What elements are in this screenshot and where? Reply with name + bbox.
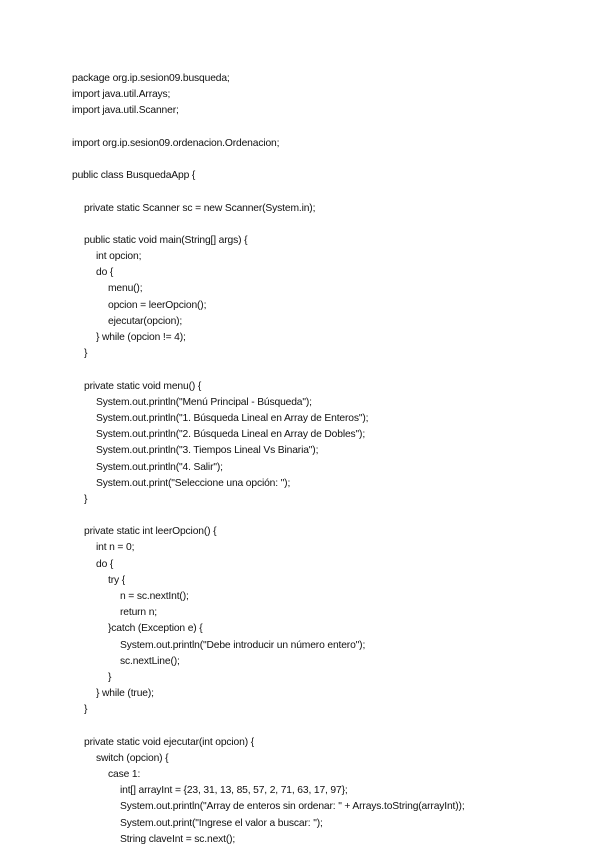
code-line: import java.util.Scanner;	[72, 105, 179, 117]
code-line: int n = 0;	[96, 542, 135, 554]
code-line: sc.nextLine();	[120, 655, 180, 667]
code-line: public static void main(String[] args) {	[84, 234, 248, 246]
blank-line	[72, 120, 572, 136]
code-line: System.out.println("1. Búsqueda Lineal en Array de Enteros");	[96, 412, 369, 424]
code-line: switch (opcion) {	[96, 752, 169, 764]
code-line: menu();	[108, 283, 143, 295]
code-line: case 1:	[108, 769, 141, 781]
code-line: System.out.println("4. Salir");	[96, 461, 223, 473]
code-line: private static void ejecutar(int opcion) {	[84, 736, 254, 748]
code-line: } while (true);	[96, 688, 154, 700]
code-line: System.out.println("2. Búsqueda Lineal en Array de Dobles");	[96, 429, 366, 441]
blank-line	[72, 362, 572, 378]
code-line: System.out.println("3. Tiempos Lineal Vs Binaria");	[96, 445, 319, 457]
code-line: } while (opcion != 4);	[96, 332, 186, 343]
code-line: do {	[96, 558, 114, 570]
code-line: }	[108, 671, 112, 683]
code-line: private static int leerOpcion() {	[84, 526, 217, 538]
code-line: opcion = leerOpcion();	[108, 299, 207, 311]
code-line: String claveInt = sc.next();	[120, 833, 236, 845]
code-line: import org.ip.sesion09.ordenacion.Ordenacion;	[72, 137, 280, 149]
blank-line	[72, 152, 572, 168]
blank-line	[72, 184, 572, 200]
code-line: }catch (Exception e) {	[108, 623, 203, 635]
code-listing	[72, 71, 572, 848]
code-line: import java.util.Arrays;	[72, 89, 171, 101]
code-line: do {	[96, 267, 114, 279]
code-line: n = sc.nextInt();	[120, 591, 189, 602]
code-line: System.out.println("Array de enteros sin ordenar: " + Arrays.toString(arrayInt));	[120, 801, 465, 813]
code-line: package org.ip.sesion09.busqueda;	[72, 73, 230, 84]
code-line: try {	[108, 574, 125, 586]
blank-line	[72, 508, 572, 524]
code-line: System.out.print("Ingrese el valor a buscar: ");	[120, 817, 323, 829]
code-line: System.out.print("Seleccione una opción: ");	[96, 477, 291, 489]
code-line: System.out.println("Menú Principal - Búsqueda");	[96, 396, 312, 408]
code-line: }	[84, 493, 88, 505]
blank-line	[72, 217, 572, 233]
code-line: }	[84, 704, 88, 716]
blank-line	[72, 719, 572, 735]
code-line: }	[84, 348, 88, 360]
code-line: return n;	[120, 607, 157, 619]
code-line: public class BusquedaApp {	[72, 170, 196, 182]
code-line: System.out.println("Debe introducir un número entero");	[120, 639, 366, 651]
code-line: int[] arrayInt = {23, 31, 13, 85, 57, 2, 71, 63, 17, 97};	[120, 785, 348, 797]
code-line: private static void menu() {	[84, 380, 202, 392]
code-line: int opcion;	[96, 251, 142, 263]
code-line: private static Scanner sc = new Scanner(System.in);	[84, 202, 316, 214]
code-line: ejecutar(opcion);	[108, 315, 183, 327]
